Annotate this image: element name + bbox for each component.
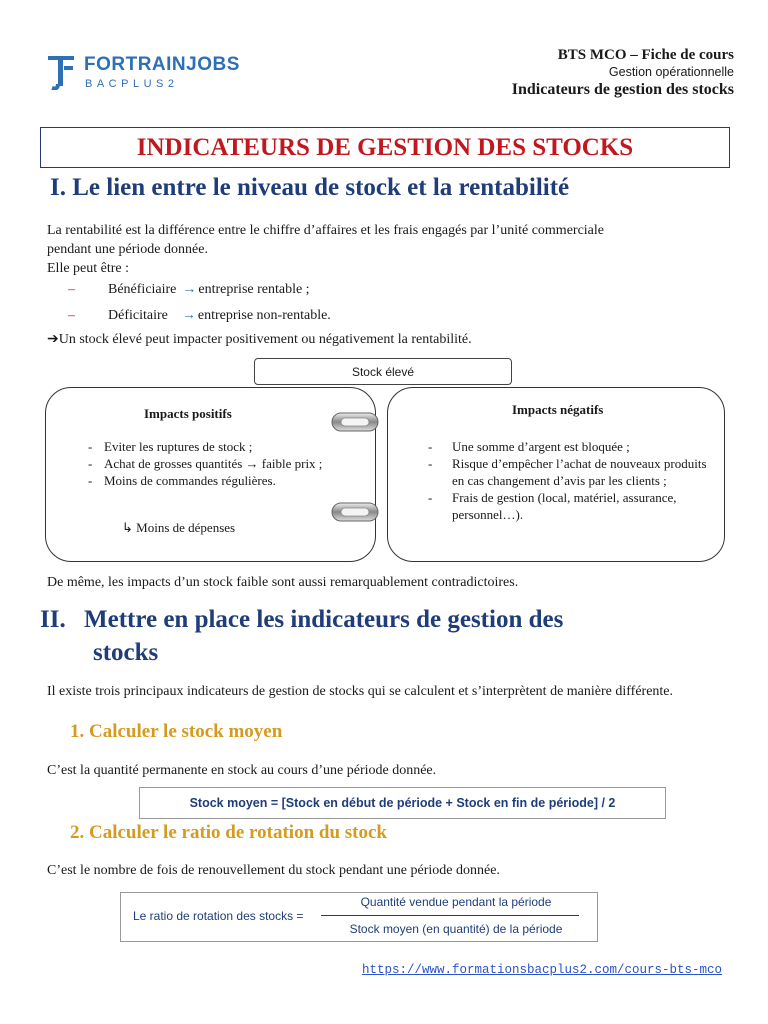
topic-line: Indicateurs de gestion des stocks — [511, 81, 734, 98]
dash-bullet: – — [68, 307, 75, 323]
list-item-label: Bénéficiaire — [108, 281, 177, 297]
binder-ring-icon — [329, 410, 381, 434]
list-item-result: entreprise rentable ; — [198, 281, 310, 297]
definition-line-3: Elle peut être : — [47, 261, 130, 276]
list-item-text: Frais de gestion (local, matériel, assurance, personnel…). — [452, 490, 677, 522]
formula-lhs: Le ratio de rotation des stocks = — [133, 909, 304, 923]
brand-name: FORTRAINJOBS — [84, 54, 240, 75]
average-stock-formula: Stock moyen = [Stock en début de période + Stock en fin de période] / 2 — [139, 787, 666, 819]
high-stock-label: Stock élevé — [254, 358, 512, 385]
list-item-label: Déficitaire — [108, 307, 168, 323]
section-2-number: II. — [40, 606, 66, 633]
binder-ring-icon — [329, 500, 381, 524]
bold-arrow-icon: ➔ — [47, 332, 59, 347]
section-2-heading-line-2: stocks — [93, 639, 159, 666]
positive-impacts-panel — [45, 387, 376, 562]
positive-consequence — [122, 520, 235, 536]
stock-impact-conclusion — [47, 330, 472, 349]
list-item — [68, 304, 331, 326]
definition-line-2: pendant une période donnée. — [47, 242, 208, 257]
course-line: BTS MCO – Fiche de cours — [557, 47, 734, 63]
definition-line-1: La rentabilité est la différence entre le chiffre d’affaires et les frais engagés par l’unité commerciale — [47, 223, 604, 238]
list-item-text: Achat de grosses quantités → faible prix ; — [104, 456, 323, 471]
list-item: - Eviter les ruptures de stock ; — [88, 439, 253, 454]
section-2-heading-line-1: Mettre en place les indicateurs de gestion des — [84, 606, 564, 633]
course-link[interactable]: https://www.formationsbacplus2.com/cours-bts-mco — [361, 963, 722, 977]
section-2-heading — [40, 603, 730, 669]
document-header — [512, 46, 734, 100]
arrow-right-icon: → — [181, 307, 196, 323]
brand-subtitle: BACPLUS2 — [85, 78, 179, 90]
conclusion-text: Un stock élevé peut impacter positivement ou négativement la rentabilité. — [58, 332, 472, 347]
list-item-text: Eviter les ruptures de stock ; — [104, 439, 253, 454]
average-stock-heading: 1. Calculer le stock moyen — [70, 721, 283, 742]
page-title-box — [40, 127, 730, 168]
list-item-text: Une somme d’argent est bloquée ; — [452, 439, 630, 454]
profitability-list — [68, 278, 331, 330]
negative-impacts-panel — [387, 387, 725, 562]
fraction-bar — [321, 915, 579, 916]
profitability-definition — [47, 221, 727, 278]
section-1-heading: I. Le lien entre le niveau de stock et la rentabilité — [50, 174, 570, 201]
negative-impacts-title: Impacts négatifs — [512, 402, 604, 417]
average-stock-definition: C’est la quantité permanente en stock au cours d’une période donnée. — [47, 763, 437, 778]
indicators-intro: Il existe trois principaux indicateurs de gestion de stocks qui se calculent et s’interprètent de manière différente. — [47, 684, 674, 699]
rotation-ratio-formula — [120, 892, 598, 942]
list-item — [68, 278, 331, 300]
rotation-ratio-definition: C’est le nombre de fois de renouvellement du stock pendant une période donnée. — [47, 863, 500, 878]
list-item: - Moins de commandes régulières. — [88, 473, 276, 488]
formula-numerator: Quantité vendue pendant la période — [360, 895, 552, 909]
formula-denominator: Stock moyen (en quantité) de la période — [349, 922, 563, 936]
dash-bullet: – — [68, 281, 75, 297]
consequence-text: Moins de dépenses — [136, 520, 236, 535]
subject-line: Gestion opérationnelle — [608, 65, 734, 79]
list-item: - Frais de gestion (local, matériel, assurance, personnel…). — [428, 489, 708, 523]
list-item: - Une somme d’argent est bloquée ; — [428, 439, 630, 454]
list-item-text: Moins de commandes régulières. — [104, 473, 276, 488]
fortrainjobs-logo-icon — [48, 54, 74, 90]
page-title: INDICATEURS DE GESTION DES STOCKS — [136, 133, 634, 161]
list-item: - Risque d’empêcher l’achat de nouveaux produits en cas changement d’avis par les clients ; — [428, 456, 707, 488]
list-item: - Achat de grosses quantités → faible prix ; — [88, 456, 323, 471]
negative-impacts-list — [428, 438, 708, 523]
arrow-right-icon: → — [182, 281, 197, 297]
list-item-result: entreprise non-rentable. — [197, 307, 331, 323]
rotation-ratio-heading: 2. Calculer le ratio de rotation du stock — [70, 822, 387, 843]
list-item-text: Risque d’empêcher l’achat de nouveaux produits en cas changement d’avis par les clients ; — [452, 456, 707, 488]
positive-impacts-list — [88, 438, 348, 489]
low-stock-note: De même, les impacts d’un stock faible sont aussi remarquablement contradictoires. — [47, 575, 519, 590]
brand-logo — [48, 52, 278, 102]
turn-arrow-icon: ↳ — [122, 520, 133, 535]
positive-impacts-title: Impacts positifs — [144, 406, 232, 421]
